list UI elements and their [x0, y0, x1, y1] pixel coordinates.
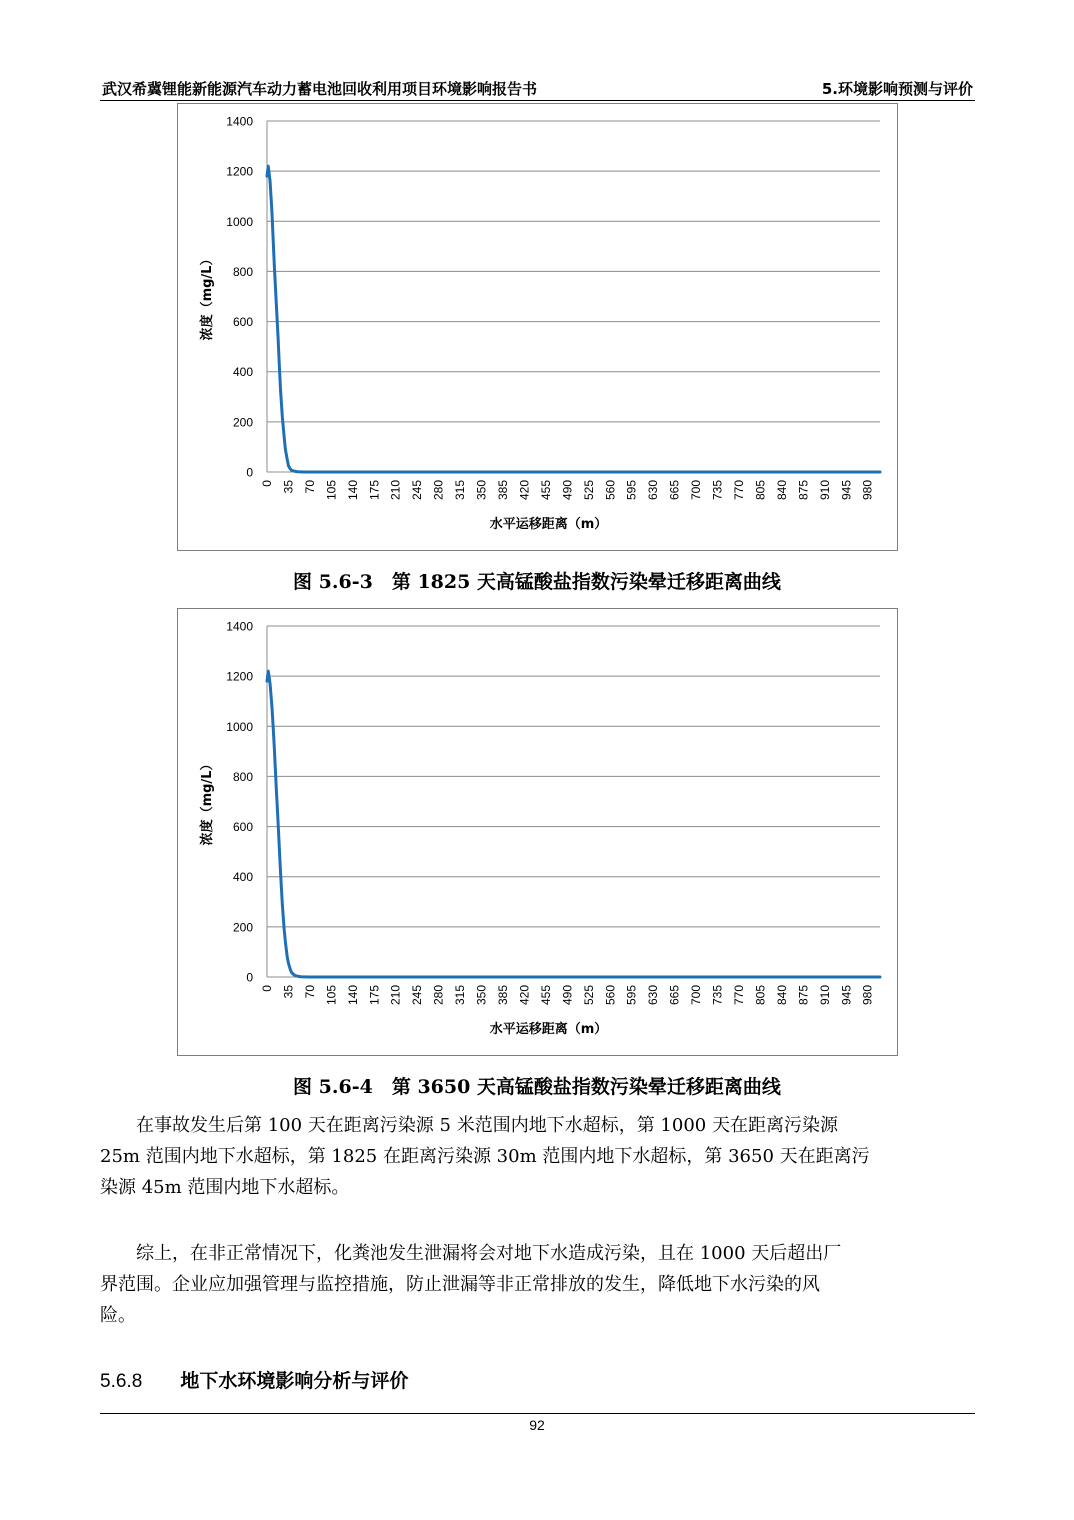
x-tick-label: 350 — [474, 480, 489, 501]
x-tick-label: 560 — [603, 985, 618, 1006]
y-tick-label: 200 — [232, 920, 253, 935]
paragraph-line: 染源 45m 范围内地下水超标。 — [100, 1177, 350, 1198]
figure-caption-3650: 图 5.6-4 第 3650 天高锰酸盐指数污染晕迁移距离曲线 — [293, 1076, 781, 1098]
footer-rule — [100, 1413, 975, 1414]
y-tick-label: 200 — [232, 415, 253, 430]
x-tick-label: 700 — [689, 480, 704, 501]
x-tick-label: 455 — [538, 985, 553, 1006]
x-tick-label: 945 — [839, 480, 854, 501]
chart-1825-svg — [178, 104, 897, 550]
series-line — [267, 166, 880, 472]
section-title: 地下水环境影响分析与评价 — [180, 1370, 409, 1392]
y-tick-label: 400 — [232, 870, 253, 885]
x-tick-label: 280 — [431, 985, 446, 1006]
x-tick-label: 980 — [860, 985, 875, 1006]
paragraph-line: 综上，在非正常情况下，化粪池发生泄漏将会对地下水造成污染，且在 1000 天后超出厂 — [100, 1243, 842, 1264]
x-tick-label: 630 — [646, 480, 661, 501]
y-tick-label: 400 — [232, 365, 253, 380]
y-tick-label: 800 — [232, 264, 253, 279]
x-tick-label: 245 — [410, 985, 425, 1006]
x-tick-label: 700 — [689, 985, 704, 1006]
x-tick-label: 980 — [860, 480, 875, 501]
x-tick-label: 105 — [324, 480, 339, 501]
x-tick-label: 735 — [710, 480, 725, 501]
figure-caption-1825: 图 5.6-3 第 1825 天高锰酸盐指数污染晕迁移距离曲线 — [293, 571, 781, 593]
x-tick-label: 630 — [646, 985, 661, 1006]
x-tick-label: 175 — [367, 985, 382, 1006]
y-tick-label: 1000 — [226, 719, 253, 734]
x-tick-label: 105 — [324, 985, 339, 1006]
y-axis-title: 浓度（mg/L） — [200, 252, 215, 341]
x-tick-label: 840 — [774, 480, 789, 501]
x-tick-label: 315 — [453, 985, 468, 1006]
x-tick-label: 70 — [302, 480, 317, 494]
x-tick-label: 0 — [260, 480, 274, 487]
section-heading — [100, 1366, 408, 1393]
x-tick-label: 455 — [538, 480, 553, 501]
paragraph-line: 25m 范围内地下水超标，第 1825 在距离污染源 30m 范围内地下水超标，第 3650 天在距离污 — [100, 1146, 870, 1167]
x-tick-label: 735 — [710, 985, 725, 1006]
x-tick-label: 385 — [496, 985, 511, 1006]
header-chapter-title: 5.环境影响预测与评价 — [821, 80, 973, 98]
section-number: 5.6.8 — [100, 1371, 143, 1392]
chart-3650-svg — [178, 609, 897, 1055]
y-tick-label: 600 — [232, 315, 253, 330]
x-tick-label: 525 — [581, 985, 596, 1006]
y-tick-label: 600 — [232, 820, 253, 835]
x-tick-label: 490 — [560, 480, 575, 501]
x-tick-label: 875 — [796, 985, 811, 1006]
x-tick-label: 420 — [517, 985, 532, 1006]
x-tick-label: 140 — [345, 480, 360, 501]
y-tick-label: 1400 — [226, 114, 253, 129]
x-tick-label: 805 — [753, 985, 768, 1006]
x-tick-label: 910 — [817, 985, 832, 1006]
x-tick-label: 245 — [410, 480, 425, 501]
paragraph-line: 在事故发生后第 100 天在距离污染源 5 米范围内地下水超标，第 1000 天在距离污染源 — [100, 1115, 838, 1136]
x-tick-label: 70 — [302, 985, 317, 999]
x-tick-label: 560 — [603, 480, 618, 501]
x-tick-label: 35 — [281, 480, 296, 494]
x-tick-label: 595 — [624, 985, 639, 1006]
page-header — [100, 76, 975, 100]
y-tick-label: 1200 — [226, 669, 253, 684]
x-tick-label: 875 — [796, 480, 811, 501]
y-tick-label: 0 — [246, 465, 253, 480]
x-tick-label: 945 — [839, 985, 854, 1006]
paragraph-line: 险。 — [100, 1305, 136, 1326]
x-tick-label: 770 — [732, 480, 747, 501]
x-tick-label: 140 — [345, 985, 360, 1006]
x-tick-label: 210 — [388, 480, 403, 501]
y-tick-label: 1000 — [226, 214, 253, 229]
x-tick-label: 770 — [732, 985, 747, 1006]
x-tick-label: 525 — [581, 480, 596, 501]
y-axis-title: 浓度（mg/L） — [200, 757, 215, 846]
page-number: 92 — [529, 1417, 545, 1433]
x-axis-title: 水平运移距离（m） — [489, 517, 608, 532]
x-tick-label: 280 — [431, 480, 446, 501]
paragraph-line: 界范围。企业应加强管理与监控措施，防止泄漏等非正常排放的发生，降低地下水污染的风 — [100, 1274, 820, 1295]
x-tick-label: 175 — [367, 480, 382, 501]
x-tick-label: 0 — [260, 985, 274, 992]
x-tick-label: 665 — [667, 985, 682, 1006]
x-tick-label: 840 — [774, 985, 789, 1006]
paragraph-exceedance — [100, 1110, 975, 1203]
x-tick-label: 665 — [667, 480, 682, 501]
series-line — [267, 671, 880, 977]
x-tick-label: 420 — [517, 480, 532, 501]
x-tick-label: 35 — [281, 985, 296, 999]
y-tick-label: 0 — [246, 970, 253, 985]
x-tick-label: 350 — [474, 985, 489, 1006]
y-tick-label: 1400 — [226, 619, 253, 634]
y-tick-label: 800 — [232, 769, 253, 784]
chart-1825-days — [177, 103, 898, 551]
x-tick-label: 910 — [817, 480, 832, 501]
header-document-title: 武汉希冀锂能新能源汽车动力蓄电池回收利用项目环境影响报告书 — [102, 80, 538, 98]
x-axis-title: 水平运移距离（m） — [489, 1022, 608, 1037]
x-tick-label: 595 — [624, 480, 639, 501]
x-tick-label: 385 — [496, 480, 511, 501]
x-tick-label: 805 — [753, 480, 768, 501]
chart-3650-days — [177, 608, 898, 1056]
y-tick-label: 1200 — [226, 164, 253, 179]
header-rule — [100, 100, 975, 101]
x-tick-label: 490 — [560, 985, 575, 1006]
paragraph-summary — [100, 1238, 975, 1331]
x-tick-label: 210 — [388, 985, 403, 1006]
x-tick-label: 315 — [453, 480, 468, 501]
